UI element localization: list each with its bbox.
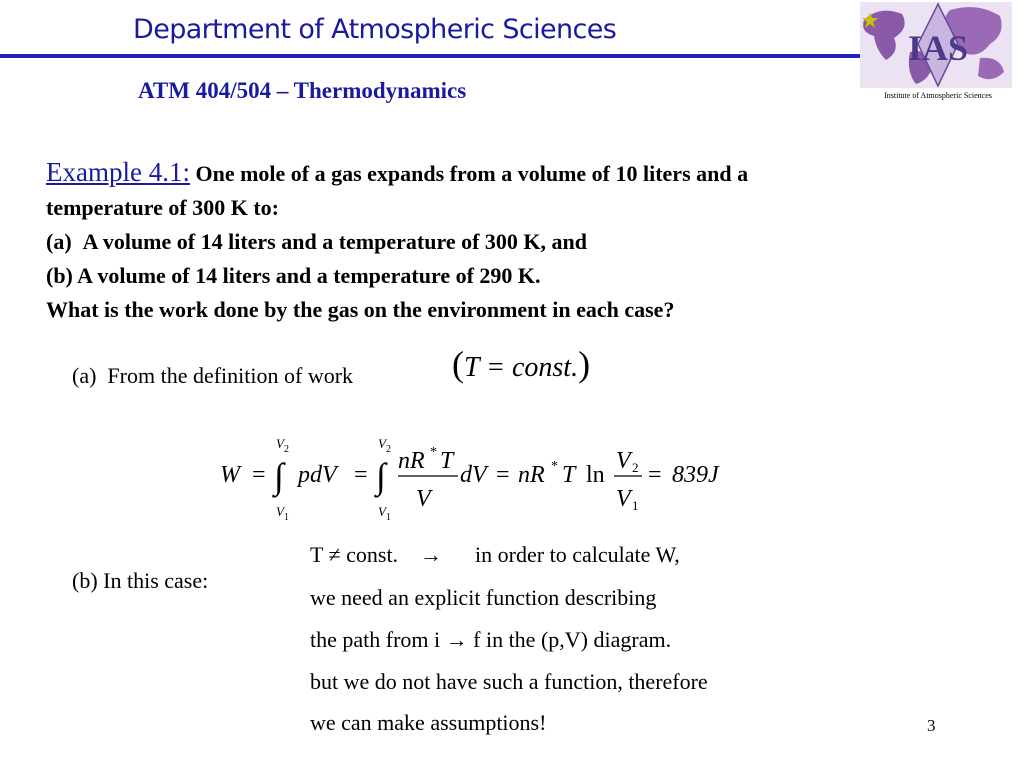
fraction-denominator: V <box>416 486 431 512</box>
fraction-numerator-T: T <box>440 448 454 474</box>
part-a-label: (a) From the definition of work <box>72 363 354 388</box>
problem-line: (b) A volume of 14 liters and a temperature of 290 K. <box>46 263 541 288</box>
lower-limit: V <box>276 504 284 519</box>
problem-line: What is the work done by the gas on the environment in each case? <box>46 297 675 322</box>
lower-limit-sub: 1 <box>284 512 289 523</box>
coefficient-nR: nR <box>518 462 545 488</box>
department-title: Department of Atmospheric Sciences <box>133 14 617 45</box>
problem-text: One mole of a gas expands from a volume of 10 liters and a <box>195 161 749 186</box>
example-label: Example 4.1: <box>46 157 190 187</box>
part-b-line: we can make assumptions! <box>310 710 547 735</box>
logo-caption: Institute of Atmospheric Sciences <box>884 91 992 100</box>
header-divider <box>0 54 868 58</box>
ratio-numerator: V <box>616 448 631 474</box>
upper-limit: V <box>378 436 386 451</box>
lower-limit-sub: 1 <box>386 512 391 523</box>
eq-equals: = <box>496 462 510 488</box>
logo-text: IAS <box>907 28 969 68</box>
part-b-label: (b) In this case: <box>72 568 209 593</box>
part-b-line: we need an explicit function describing <box>310 585 657 610</box>
upper-limit-sub: 2 <box>386 444 391 455</box>
page-number: 3 <box>927 716 936 735</box>
example-problem <box>46 155 986 327</box>
r-star: * <box>551 459 558 474</box>
course-title: ATM 404/504 – Thermodynamics <box>138 78 467 103</box>
coefficient-T: T <box>562 462 576 488</box>
upper-limit: V <box>276 436 284 451</box>
problem-line: temperature of 300 K to: <box>46 195 279 220</box>
work-result: 839J <box>672 462 719 488</box>
ratio-denominator-sub: 1 <box>632 498 639 513</box>
differential-dV: dV <box>460 462 487 488</box>
eq-equals: = <box>648 462 662 488</box>
ratio-denominator: V <box>616 486 631 512</box>
natural-log: ln <box>586 462 605 488</box>
upper-limit-sub: 2 <box>284 444 289 455</box>
work-equation <box>200 430 760 530</box>
part-b-line: T ≠ const. → in order to calculate W, <box>310 542 680 567</box>
part-b-line: the path from i → f in the (p,V) diagram. <box>310 627 672 652</box>
problem-line: (a) A volume of 14 liters and a temperature of 300 K, and <box>46 229 587 254</box>
r-star: * <box>430 445 437 460</box>
eq-W: W <box>220 462 240 488</box>
isothermal-condition: (T = const.) <box>452 344 591 384</box>
eq-equals: = <box>252 462 266 488</box>
integral-sign: ∫ <box>274 456 284 496</box>
integral-sign: ∫ <box>376 456 386 496</box>
lower-limit: V <box>378 504 386 519</box>
eq-equals: = <box>354 462 368 488</box>
problem-line <box>46 155 986 191</box>
integrand-pdV: pdV <box>298 462 337 488</box>
part-b-line: but we do not have such a function, therefore <box>310 669 708 694</box>
fraction-numerator: nR <box>398 448 425 474</box>
ratio-numerator-sub: 2 <box>632 460 639 475</box>
ias-logo <box>850 0 1024 102</box>
